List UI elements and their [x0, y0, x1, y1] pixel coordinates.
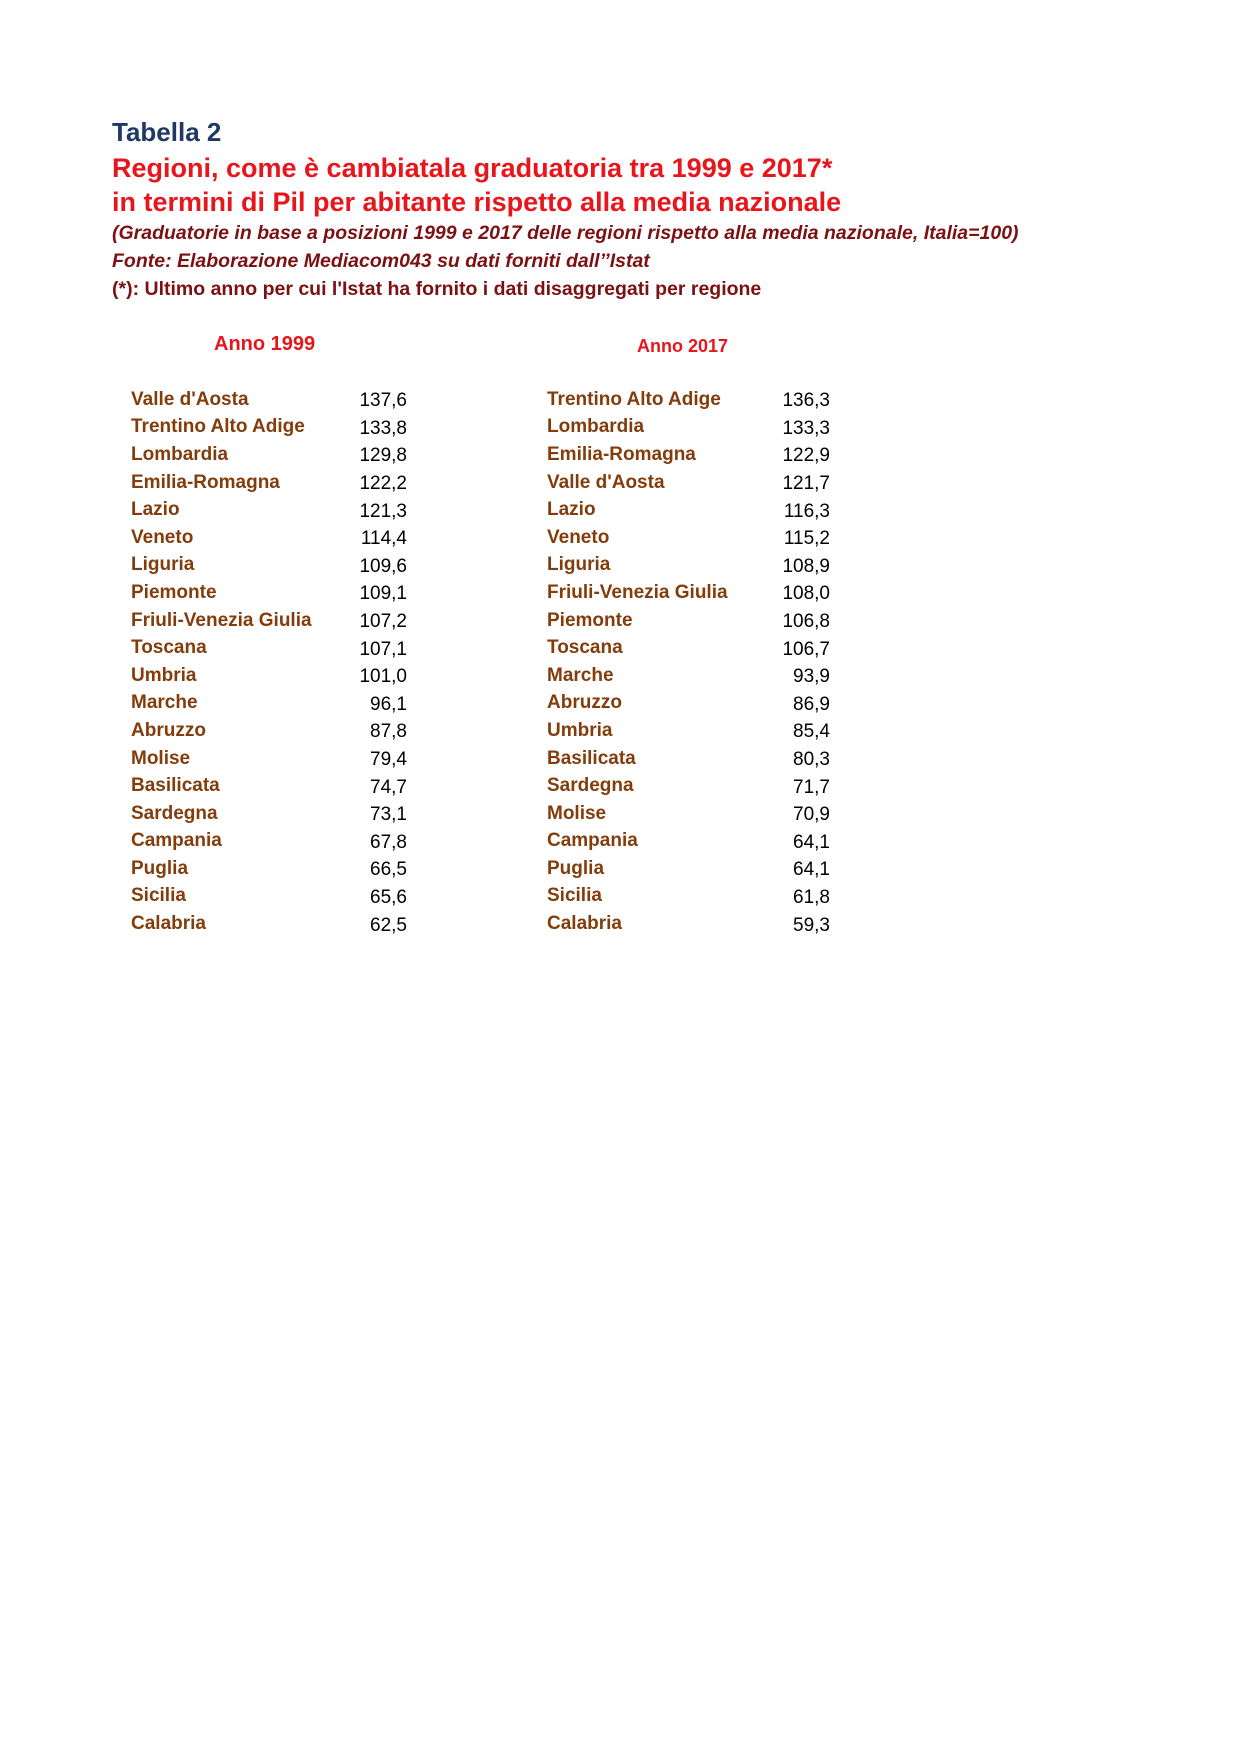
- ranking-row: [131, 717, 407, 745]
- ranking-row: [131, 772, 407, 800]
- gdp-index-value: 85,4: [793, 721, 830, 743]
- ranking-row: [131, 883, 407, 911]
- ranking-row: [131, 910, 407, 938]
- title-line-1: Regioni, come è cambiatala graduatoria tra 1999 e 2017*: [112, 153, 833, 183]
- ranking-list-1999: [131, 386, 407, 938]
- region-name: Lombardia: [131, 443, 229, 465]
- ranking-row: [131, 745, 407, 773]
- ranking-row: [547, 717, 830, 745]
- region-name: Toscana: [547, 637, 623, 659]
- document-header: [112, 117, 1162, 303]
- ranking-row: [131, 469, 407, 497]
- region-name: Trentino Alto Adige: [131, 416, 305, 438]
- ranking-row: [547, 634, 830, 662]
- ranking-row: [131, 634, 407, 662]
- gdp-index-value: 73,1: [370, 804, 407, 826]
- ranking-row: [547, 524, 830, 552]
- gdp-index-value: 71,7: [793, 776, 830, 798]
- region-name: Valle d'Aosta: [547, 471, 665, 493]
- title-line-2: in termini di Pil per abitante rispetto alla media nazionale: [112, 187, 842, 217]
- gdp-index-value: 70,9: [793, 804, 830, 826]
- ranking-row: [547, 607, 830, 635]
- region-name: Lazio: [547, 499, 596, 521]
- ranking-row: [131, 414, 407, 442]
- ranking-row: [547, 496, 830, 524]
- region-name: Sardegna: [131, 802, 218, 824]
- gdp-index-value: 114,4: [360, 528, 407, 550]
- ranking-row: [547, 690, 830, 718]
- region-name: Molise: [547, 802, 607, 824]
- region-name: Liguria: [547, 554, 611, 576]
- ranking-row: [131, 855, 407, 883]
- gdp-index-value: 106,7: [782, 638, 830, 660]
- ranking-row: [547, 855, 830, 883]
- gdp-index-value: 122,9: [782, 445, 830, 467]
- ranking-row: [547, 828, 830, 856]
- gdp-index-value: 61,8: [793, 886, 830, 908]
- gdp-index-value: 116,3: [783, 500, 830, 522]
- ranking-row: [547, 386, 830, 414]
- region-name: Abruzzo: [547, 692, 622, 714]
- gdp-index-value: 93,9: [793, 666, 830, 688]
- ranking-row: [131, 579, 407, 607]
- region-name: Friuli-Venezia Giulia: [547, 581, 728, 603]
- gdp-index-value: 64,1: [793, 859, 830, 881]
- ranking-row: [547, 910, 830, 938]
- gdp-index-value: 66,5: [370, 859, 407, 881]
- ranking-row: [547, 414, 830, 442]
- ranking-row: [131, 386, 407, 414]
- region-name: Campania: [547, 830, 638, 852]
- ranking-list-2017: [547, 386, 830, 938]
- gdp-index-value: 107,2: [359, 611, 407, 633]
- region-name: Liguria: [131, 554, 195, 576]
- region-name: Umbria: [131, 664, 197, 686]
- region-name: Umbria: [547, 719, 613, 741]
- region-name: Emilia-Romagna: [131, 471, 280, 493]
- region-name: Lombardia: [547, 416, 645, 438]
- ranking-row: [547, 469, 830, 497]
- gdp-index-value: 121,3: [359, 500, 407, 522]
- gdp-index-value: 121,7: [782, 473, 830, 495]
- region-name: Trentino Alto Adige: [547, 388, 721, 410]
- region-name: Veneto: [547, 526, 610, 548]
- ranking-row: [547, 745, 830, 773]
- region-name: Abruzzo: [131, 719, 206, 741]
- heading-2017: Anno 2017: [637, 336, 729, 356]
- region-name: Sicilia: [131, 885, 186, 907]
- gdp-index-value: 79,4: [370, 749, 407, 771]
- gdp-index-value: 109,1: [359, 583, 407, 605]
- gdp-index-value: 106,8: [782, 611, 830, 633]
- region-name: Calabria: [547, 913, 622, 935]
- gdp-index-value: 86,9: [793, 693, 830, 715]
- gdp-index-value: 122,2: [359, 473, 407, 495]
- footnote: (*): Ultimo anno per cui l'Istat ha fornito i dati disaggregati per regione: [112, 278, 762, 300]
- region-name: Veneto: [131, 526, 194, 548]
- region-name: Sardegna: [547, 775, 634, 797]
- gdp-index-value: 133,3: [782, 417, 830, 439]
- gdp-index-value: 108,0: [782, 583, 830, 605]
- gdp-index-value: 137,6: [359, 390, 407, 412]
- region-name: Friuli-Venezia Giulia: [131, 609, 312, 631]
- ranking-row: [131, 524, 407, 552]
- region-name: Marche: [547, 664, 614, 686]
- region-name: Sicilia: [547, 885, 602, 907]
- gdp-index-value: 101,0: [359, 666, 407, 688]
- source-line: Fonte: Elaborazione Mediacom043 su dati forniti dall’’Istat: [112, 250, 650, 272]
- region-name: Campania: [131, 830, 222, 852]
- gdp-index-value: 115,2: [783, 528, 830, 550]
- region-name: Valle d'Aosta: [131, 388, 249, 410]
- ranking-row: [131, 662, 407, 690]
- ranking-row: [547, 441, 830, 469]
- ranking-row: [131, 800, 407, 828]
- table-label: Tabella 2: [112, 117, 222, 147]
- ranking-row: [131, 441, 407, 469]
- ranking-row: [547, 662, 830, 690]
- gdp-index-value: 136,3: [782, 390, 830, 412]
- gdp-index-value: 80,3: [793, 749, 830, 771]
- region-name: Piemonte: [547, 609, 633, 631]
- region-name: Puglia: [131, 857, 189, 879]
- gdp-index-value: 96,1: [370, 693, 407, 715]
- gdp-index-value: 133,8: [359, 417, 407, 439]
- region-name: Puglia: [547, 857, 605, 879]
- ranking-row: [547, 579, 830, 607]
- gdp-index-value: 108,9: [782, 555, 830, 577]
- region-name: Piemonte: [131, 581, 217, 603]
- ranking-row: [547, 552, 830, 580]
- gdp-index-value: 129,8: [359, 445, 407, 467]
- ranking-row: [131, 690, 407, 718]
- gdp-index-value: 109,6: [359, 555, 407, 577]
- region-name: Molise: [131, 747, 191, 769]
- ranking-row: [547, 883, 830, 911]
- ranking-row: [547, 772, 830, 800]
- region-name: Marche: [131, 692, 198, 714]
- gdp-index-value: 65,6: [370, 886, 407, 908]
- region-name: Toscana: [131, 637, 207, 659]
- ranking-row: [131, 828, 407, 856]
- gdp-index-value: 67,8: [370, 831, 407, 853]
- gdp-index-value: 74,7: [370, 776, 407, 798]
- ranking-row: [131, 607, 407, 635]
- gdp-index-value: 64,1: [793, 831, 830, 853]
- gdp-index-value: 107,1: [359, 638, 407, 660]
- gdp-index-value: 62,5: [370, 914, 407, 936]
- heading-1999: Anno 1999: [214, 333, 316, 355]
- gdp-index-value: 59,3: [793, 914, 830, 936]
- region-name: Lazio: [131, 499, 180, 521]
- gdp-index-value: 87,8: [370, 721, 407, 743]
- ranking-row: [547, 800, 830, 828]
- region-name: Basilicata: [131, 775, 220, 797]
- ranking-row: [131, 496, 407, 524]
- region-name: Emilia-Romagna: [547, 443, 696, 465]
- subtitle: (Graduatorie in base a posizioni 1999 e 2017 delle regioni rispetto alla media nazionale, Italia=100): [112, 222, 1019, 244]
- ranking-row: [131, 552, 407, 580]
- region-name: Basilicata: [547, 747, 636, 769]
- region-name: Calabria: [131, 913, 206, 935]
